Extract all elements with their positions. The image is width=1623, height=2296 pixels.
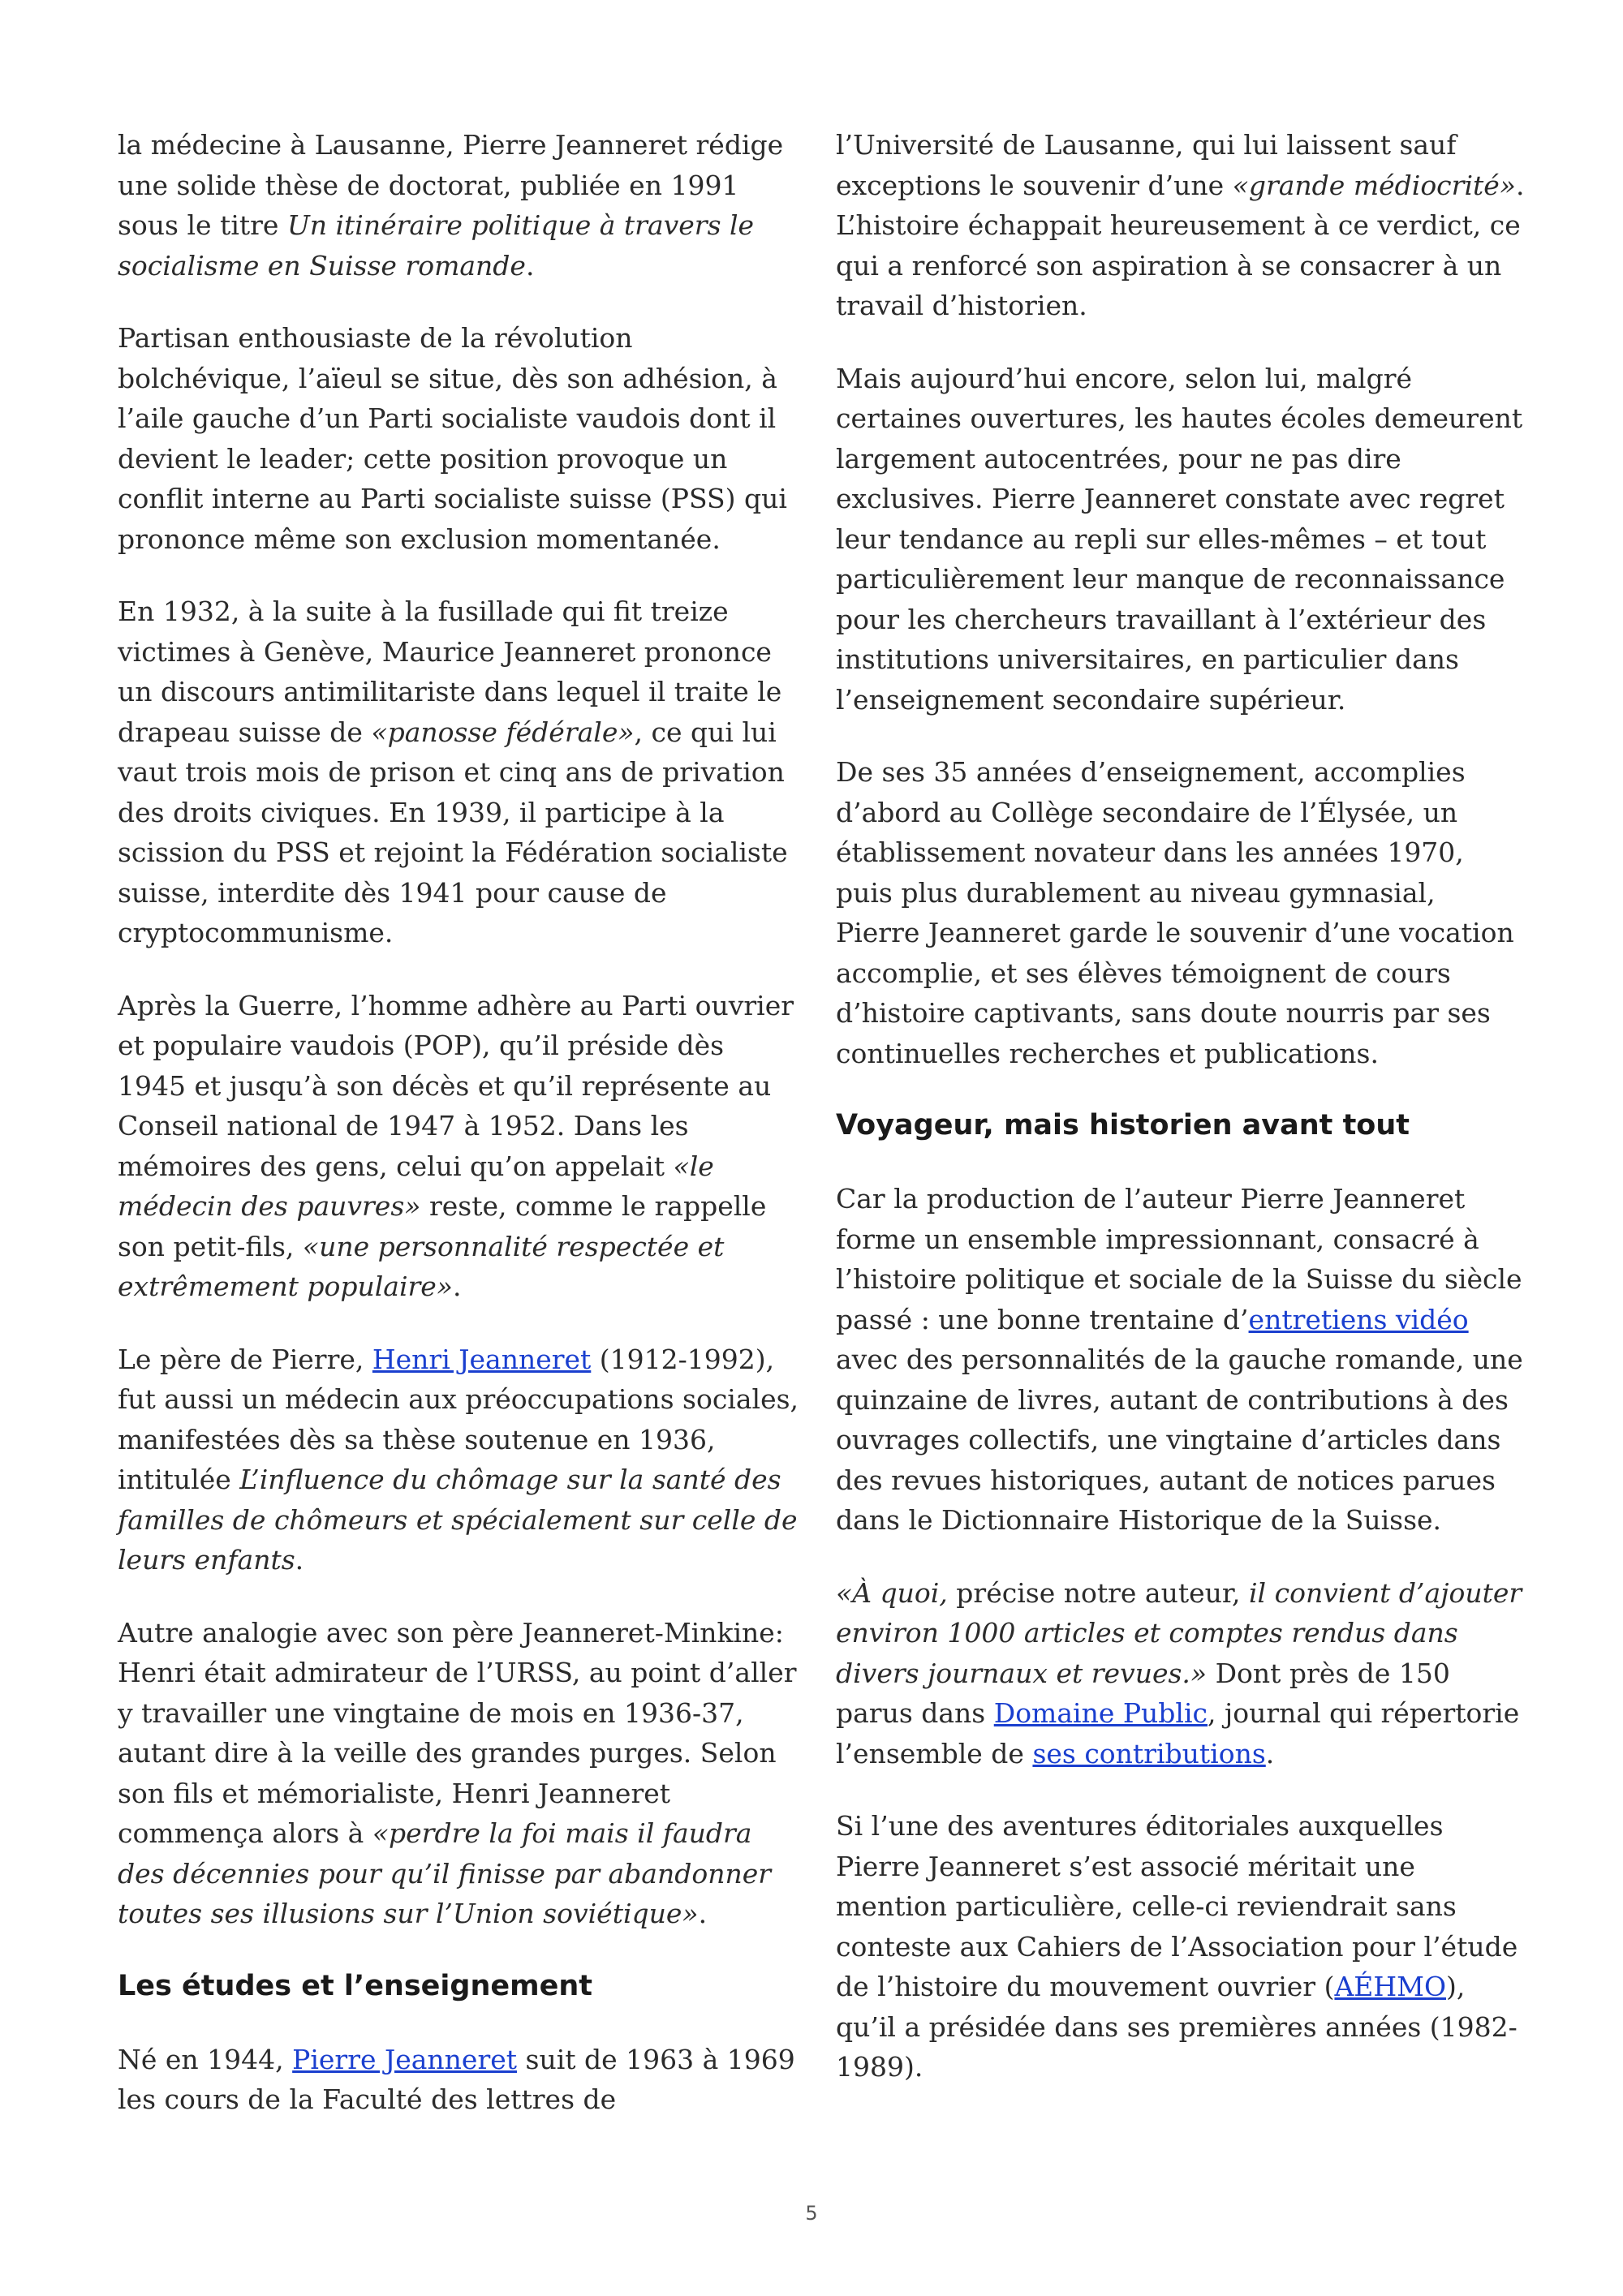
paragraph: Partisan enthousiaste de la révolution bolchévique, l’aïeul se situe, dès son adhésion, à l’aile gauche d’un Parti socialiste vaudois dont il devient le leader; cette position provoque un conflit interne au Parti socialiste suisse (PSS) qui prononce même son exclusion momentanée. <box>118 322 787 555</box>
paragraph: Le père de Pierre, Henri Jeanneret (1912-1992), fut aussi un médecin aux préoccupations sociales, manifestées dès sa thèse soutenue en 1936, intitulée L’influence du chômage sur la santé des familles de chômeurs et spécialement sur celle de leurs enfants. <box>118 1343 799 1576</box>
paragraph: Autre analogie avec son père Jeanneret-Minkine: Henri était admirateur de l’URSS, au point d’aller y travailler une vingtaine de mois en 1936-37, autant dire à la veille des grandes purges. Selon son fils et mémorialiste, Henri Jeanneret commença alors à «perdre la foi mais il faudra des décennies pour qu’il finisse par abandonner toutes ses illusions sur l’Union soviétique». <box>118 1616 797 1929</box>
paragraph: Mais aujourd’hui encore, selon lui, malgré certaines ouvertures, les hautes écoles demeurent largement autocentrées, pour ne pas dire exclusives. Pierre Jeanneret constate avec regret leur tendance au repli sur elles-mêmes – et tout particulièrement leur manque de reconnaissance pour les chercheurs travaillant à l’extérieur des institutions universitaires, en particulier dans l’enseignement secondaire supérieur. <box>836 362 1523 716</box>
section-heading: Les études et l’enseignement <box>118 1969 592 2002</box>
paragraph: la médecine à Lausanne, Pierre Jeanneret rédige une solide thèse de doctorat, publiée en 1991 sous le titre Un itinéraire politique à travers le socialisme en Suisse romande. <box>118 129 784 282</box>
link-ses-contributions[interactable]: ses contributions <box>1032 1737 1266 1769</box>
left-column <box>118 125 799 2152</box>
paragraph: Né en 1944, Pierre Jeanneret suit de 1963 à 1969 les cours de la Faculté des lettres de <box>118 2043 795 2115</box>
link-aehmo[interactable]: AÉHMO <box>1334 1971 1446 2002</box>
right-column <box>836 125 1526 2120</box>
paragraph: l’Université de Lausanne, qui lui laissent sauf exceptions le souvenir d’une «grande médiocrité». L’histoire échappait heureusement à ce verdict, ce qui a renforcé son aspiration à se consacrer à un travail d’historien. <box>836 129 1525 321</box>
paragraph: Après la Guerre, l’homme adhère au Parti ouvrier et populaire vaudois (POP), qu’il préside dès 1945 et jusqu’à son décès et qu’il représente au Conseil national de 1947 à 1952. Dans les mémoires des gens, celui qu’on appelait «le médecin des pauvres» reste, comme le rappelle son petit-fils, «une personnalité respectée et extrêmement populaire». <box>118 989 794 1302</box>
paragraph: «À quoi, précise notre auteur, il convient d’ajouter environ 1000 articles et comptes rendus dans divers journaux et revues.» Dont près de 150 parus dans Domaine Public, journal qui répertorie l’ensemble de ses contributions. <box>836 1576 1522 1769</box>
link-domaine-public[interactable]: Domaine Public <box>993 1697 1208 1729</box>
link-entretiens-video[interactable]: entretiens vidéo <box>1248 1303 1469 1335</box>
page-number: 5 <box>805 2202 818 2225</box>
paragraph: En 1932, à la suite à la fusillade qui fit treize victimes à Genève, Maurice Jeanneret prononce un discours antimilitariste dans lequel il traite le drapeau suisse de «panosse fédérale», ce qui lui vaut trois mois de prison et cinq ans de privation des droits civiques. En 1939, il participe à la scission du PSS et rejoint la Fédération socialiste suisse, interdite dès 1941 pour cause de cryptocommunisme. <box>118 595 788 948</box>
paragraph: De ses 35 années d’enseignement, accomplies d’abord au Collège secondaire de l’Élysée, un établissement novateur dans les années 1970, puis plus durablement au niveau gymnasial, Pierre Jeanneret garde le souvenir d’une vocation accomplie, et ses élèves témoignent de cours d’histoire captivants, sans doute nourris par ses continuelles recherches et publications. <box>836 756 1514 1069</box>
link-pierre-jeanneret[interactable]: Pierre Jeanneret <box>292 2043 518 2075</box>
link-henri-jeanneret[interactable]: Henri Jeanneret <box>372 1343 592 1375</box>
section-heading: Voyageur, mais historien avant tout <box>836 1109 1410 1142</box>
paragraph: Car la production de l’auteur Pierre Jeanneret forme un ensemble impressionnant, consacré à l’histoire politique et sociale de la Suisse du siècle passé : une bonne trentaine d’entretiens vidéo avec des personnalités de la gauche romande, une quinzaine de livres, autant de contributions à des ouvrages collectifs, une vingtaine d’articles dans des revues historiques, autant de notices parues dans le Dictionnaire Historique de la Suisse. <box>836 1183 1523 1536</box>
paragraph: Si l’une des aventures éditoriales auxquelles Pierre Jeanneret s’est associé méritait une mention particulière, celle-ci reviendrait sans conteste aux Cahiers de l’Association pour l’étude de l’histoire du mouvement ouvrier (AÉHMO), qu’il a présidée dans ses premières années (1982-1989). <box>836 1810 1518 2083</box>
